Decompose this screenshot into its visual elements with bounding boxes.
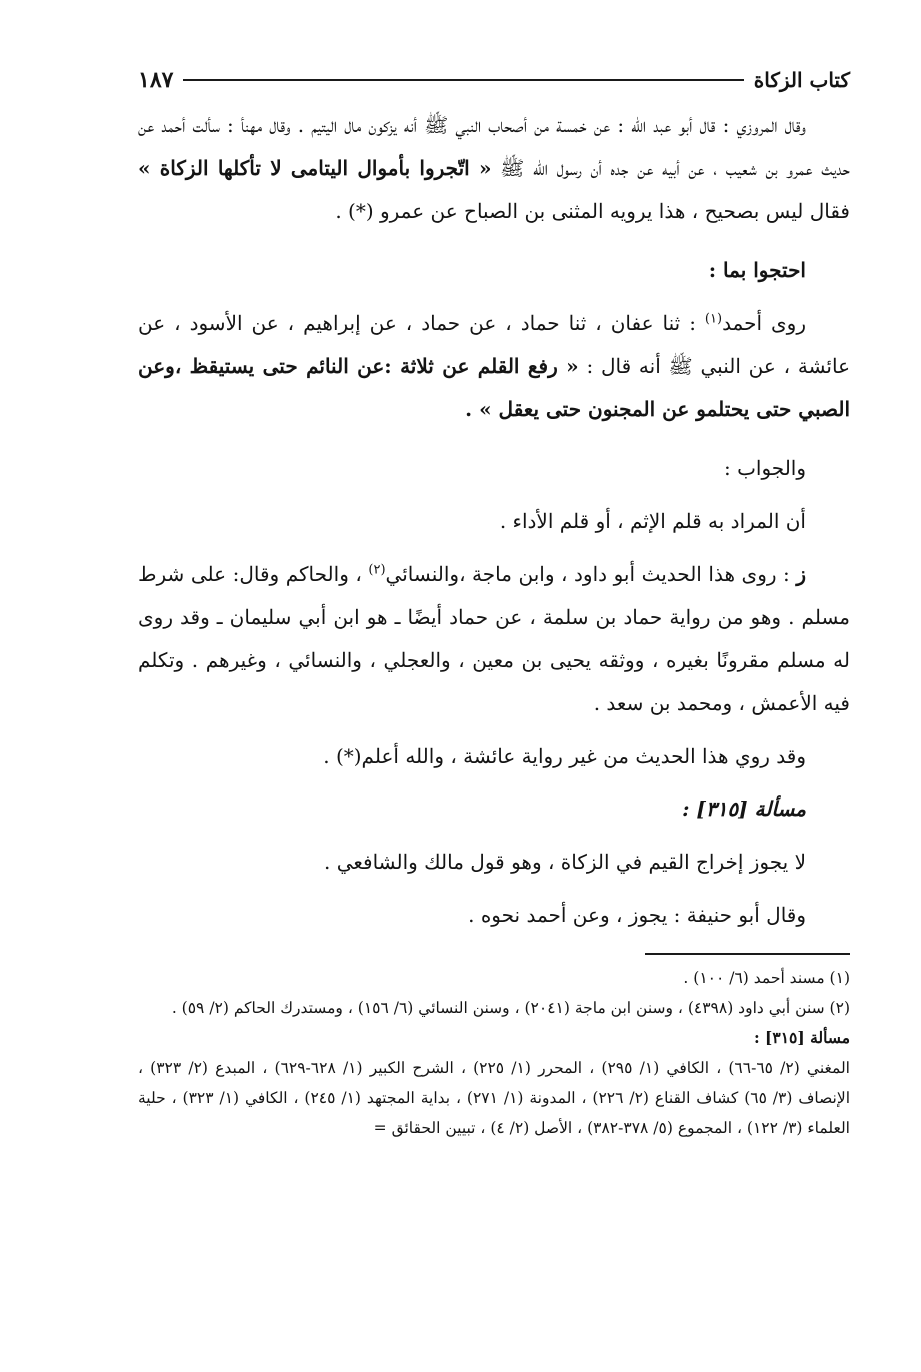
paragraph-narrators [138, 553, 850, 725]
paragraph-text: وقال المروزي : قال أبو عبد الله : عن خمسة من أصحاب النبي ﷺ أنه يزكون مال اليتيم . وقال مهنأ : سألت أحمد عن حديث عمرو بن شعيب ، عن أبيه عن جده أن رسول الله ﷺ [138, 113, 850, 180]
section-heading-argued: احتجوا بما : [708, 258, 806, 282]
main-text [138, 104, 850, 937]
paragraph-text: : روى هذا الحديث أبو داود ، وابن ماجة ،والنسائي [385, 562, 790, 586]
hadith-quote: « اتّجروا بأموال اليتامى لا تأكلها الزكاة » [138, 156, 492, 180]
section-heading-answer: والجواب : [723, 456, 806, 480]
paragraph-text: ، والحاكم وقال: على شرط مسلم . وهو من رواية حماد بن سلمة ، عن حماد أيضًا ـ هو ابن أبي سليمان ـ وقد روى له مسلم مقرونًا بغيره ، ووثقه يحيى بن معين ، والعجلي ، والنسائي ، وغيرهم . وتكلم فيه الأعمش ، ومحمد بن سعد . [138, 562, 850, 715]
footnote-references: المغني (٢/ ٦٥-٦٦) ، الكافي (١/ ٢٩٥) ، المحرر (١/ ٢٢٥) ، الشرح الكبير (١/ ٦٢٨-٦٢٩) ، المبدع (٢/ ٣٢٣) ، الإنصاف (٣/ ٦٥) كشاف القناع (٢/ ٢٢٦) ، المدونة (١/ ٢٧١) ، بداية المجتهد (١/ ٢٤٥) ، الكافي (١/ ٣٢٣) ، حلية العلماء (٣/ ١٢٢) ، المجموع (٥/ ٣٧٨-٣٨٢) ، الأصل (٢/ ٤) ، تبيين الحقائق = [138, 1059, 851, 1137]
footnote-issue-label: مسألة [٣١٥] : [753, 1028, 850, 1047]
hadith-quote: « رفع القلم عن ثلاثة :عن النائم حتى يستيقظ ،وعن الصبي حتى يحتلمو عن المجنون حتى يعقل » . [138, 354, 850, 421]
page-number: ١٨٧ [138, 67, 174, 93]
footnote-ref-1[interactable]: (١) [704, 311, 723, 327]
issue-heading: مسألة [٣١٥] : [682, 797, 806, 821]
paragraph-answer: أن المراد به قلم الإثم ، أو قلم الأداء . [499, 509, 806, 533]
paragraph-abu-hanifa: وقال أبو حنيفة : يجوز ، وعن أحمد نحوه . [468, 903, 806, 927]
paragraph-text: روى أحمد [722, 311, 806, 335]
paragraph-marwazi [138, 104, 850, 233]
footnote-separator [645, 953, 850, 955]
paragraph-ahmad [138, 302, 850, 431]
running-header [138, 62, 850, 98]
paragraph-text: فقال ليس بصحيح ، هذا يرويه المثنى بن الصباح عن عمرو (*) . [335, 199, 850, 223]
paragraph-text: : ثنا عفان ، ثنا حماد ، عن حماد ، عن إبراهيم ، عن الأسود ، عن عائشة ، عن النبي ﷺ أنه قال : [138, 311, 851, 378]
paragraph-ruling: لا يجوز إخراج القيم في الزكاة ، وهو قول مالك والشافعي . [323, 850, 806, 874]
paragraph-other-narration: وقد روي هذا الحديث من غير رواية عائشة ، والله أعلم(*) . [323, 744, 806, 768]
annotation-mark: ز [796, 562, 807, 586]
chapter-title: كتاب الزكاة [753, 68, 850, 92]
footnote-ref-2[interactable]: (٢) [368, 562, 386, 578]
book-page [138, 62, 850, 1143]
header-rule [183, 79, 743, 81]
footnote-1: (١) مسند أحمد (٦/ ١٠٠) . [683, 969, 850, 987]
footnotes [138, 963, 850, 1143]
footnote-2: (٢) سنن أبي داود (٤٣٩٨) ، وسنن ابن ماجة (٢٠٤١) ، وسنن النسائي (٦/ ١٥٦) ، ومستدرك الحاكم (٢/ ٥٩) . [171, 999, 850, 1017]
